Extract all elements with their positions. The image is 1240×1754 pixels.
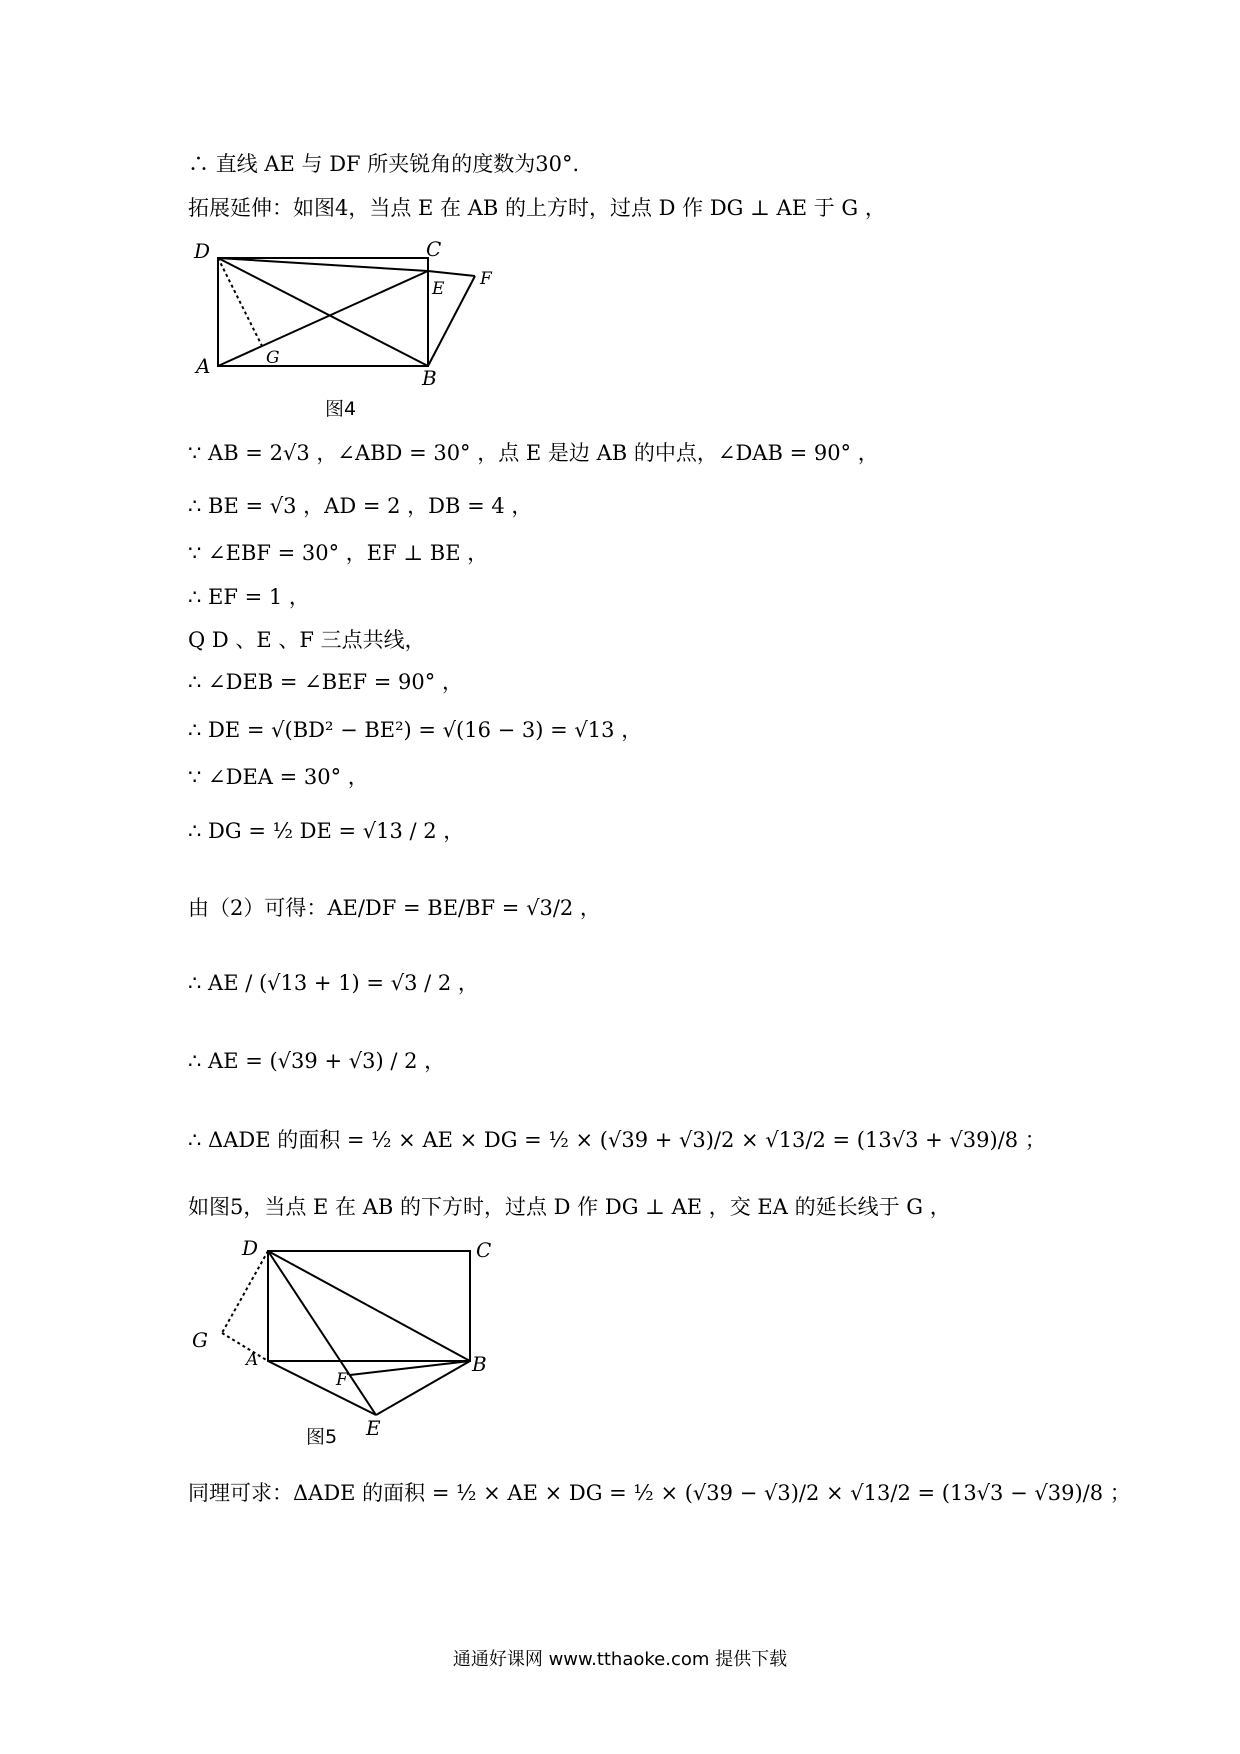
line-17 <box>188 1478 1131 1508</box>
label-b: B <box>422 366 437 388</box>
line-12-text: 由（2）可得：AE/DF = BE/BF = √3/2 ， <box>188 896 601 920</box>
figure-5-caption: 图5 <box>306 1426 338 1448</box>
dashed-dg <box>222 1251 268 1333</box>
line-3-text: ∵ AB = 2√3 ，∠ABD = 30° ，点 E 是边 AB 的中点，∠DAB = 90° ， <box>188 441 879 465</box>
figure-4-diagram <box>190 238 510 388</box>
line-6 <box>188 582 310 612</box>
line-5 <box>188 538 488 568</box>
label-a: A <box>246 1350 259 1370</box>
line-de <box>268 1251 376 1415</box>
label-c: C <box>426 238 442 261</box>
label-a: A <box>196 354 211 378</box>
line-7 <box>188 625 426 655</box>
line-8 <box>188 667 463 697</box>
line-6-text: ∴ EF = 1 ， <box>188 585 310 609</box>
line-fb <box>350 1361 470 1375</box>
line-3 <box>188 438 879 468</box>
diagonal-db <box>218 258 428 366</box>
label-b: B <box>472 1352 487 1376</box>
line-4-text: ∴ BE = √3 ，AD = 2 ，DB = 4 ， <box>188 494 533 518</box>
line-10-text: ∵ ∠DEA = 30° ， <box>188 765 369 789</box>
line-ae <box>268 1361 376 1415</box>
line-1 <box>188 149 594 179</box>
line-5-text: ∵ ∠EBF = 30° ，EF ⊥ BE ， <box>188 541 489 565</box>
footer <box>0 1645 1240 1671</box>
label-g: G <box>266 348 280 368</box>
dashed-dg <box>218 258 262 346</box>
line-2-text: 拓展延伸：如图4，当点 E 在 AB 的上方时，过点 D 作 DG ⊥ AE 于 G ， <box>188 196 886 220</box>
figure-5-diagram <box>190 1235 510 1440</box>
line-14 <box>188 1046 445 1076</box>
footer-text: 通通好课网 www.tthaoke.com 提供下载 <box>452 1649 788 1670</box>
line-10 <box>188 762 369 792</box>
label-g: G <box>192 1328 208 1352</box>
line-11 <box>188 816 464 846</box>
figure-4-caption: 图4 <box>325 398 357 420</box>
line-1-text: ∴ 直线 AE 与 DF 所夹锐角的度数为30°． <box>188 152 594 176</box>
line-ef <box>428 271 475 276</box>
line-15 <box>188 1125 1046 1155</box>
line-16-text: 如图5，当点 E 在 AB 的下方时，过点 D 作 DG ⊥ AE ，交 EA 的延长线于 G ， <box>188 1195 951 1219</box>
label-c: C <box>476 1238 492 1262</box>
dashed-ga <box>222 1333 268 1361</box>
line-12 <box>188 893 601 923</box>
line-4 <box>188 491 532 521</box>
label-f: F <box>336 1370 348 1390</box>
line-16 <box>188 1192 951 1222</box>
line-2 <box>188 193 886 223</box>
label-e: E <box>432 279 445 299</box>
line-13 <box>188 968 479 998</box>
line-ae <box>218 271 428 366</box>
line-17-text: 同理可求：ΔADE 的面积 = ½ × AE × DG = ½ × (√39 − √3)/2 × √13/2 = (13√3 − √39)/8 ； <box>188 1481 1131 1505</box>
line-14-text: ∴ AE = (√39 + √3) / 2 ， <box>188 1049 446 1073</box>
label-f: F <box>480 269 492 289</box>
line-8-text: ∴ ∠DEB = ∠BEF = 90° ， <box>188 670 463 694</box>
diagonal-db <box>268 1251 470 1361</box>
label-d: D <box>242 1236 259 1260</box>
line-de <box>218 258 428 271</box>
line-7-text: Q D 、E 、F 三点共线， <box>188 628 426 652</box>
label-e: E <box>366 1416 381 1440</box>
line-15-text: ∴ ΔADE 的面积 = ½ × AE × DG = ½ × (√39 + √3)/2 × √13/2 = (13√3 + √39)/8 ； <box>188 1128 1046 1152</box>
line-eb <box>376 1361 470 1415</box>
line-13-text: ∴ AE / (√13 + 1) = √3 / 2 ， <box>188 971 479 995</box>
line-9-text: ∴ DE = √(BD² − BE²) = √(16 − 3) = √13 ， <box>188 718 643 742</box>
line-9 <box>188 715 642 745</box>
line-11-text: ∴ DG = ½ DE = √13 / 2 ， <box>188 819 465 843</box>
label-d: D <box>194 239 211 263</box>
